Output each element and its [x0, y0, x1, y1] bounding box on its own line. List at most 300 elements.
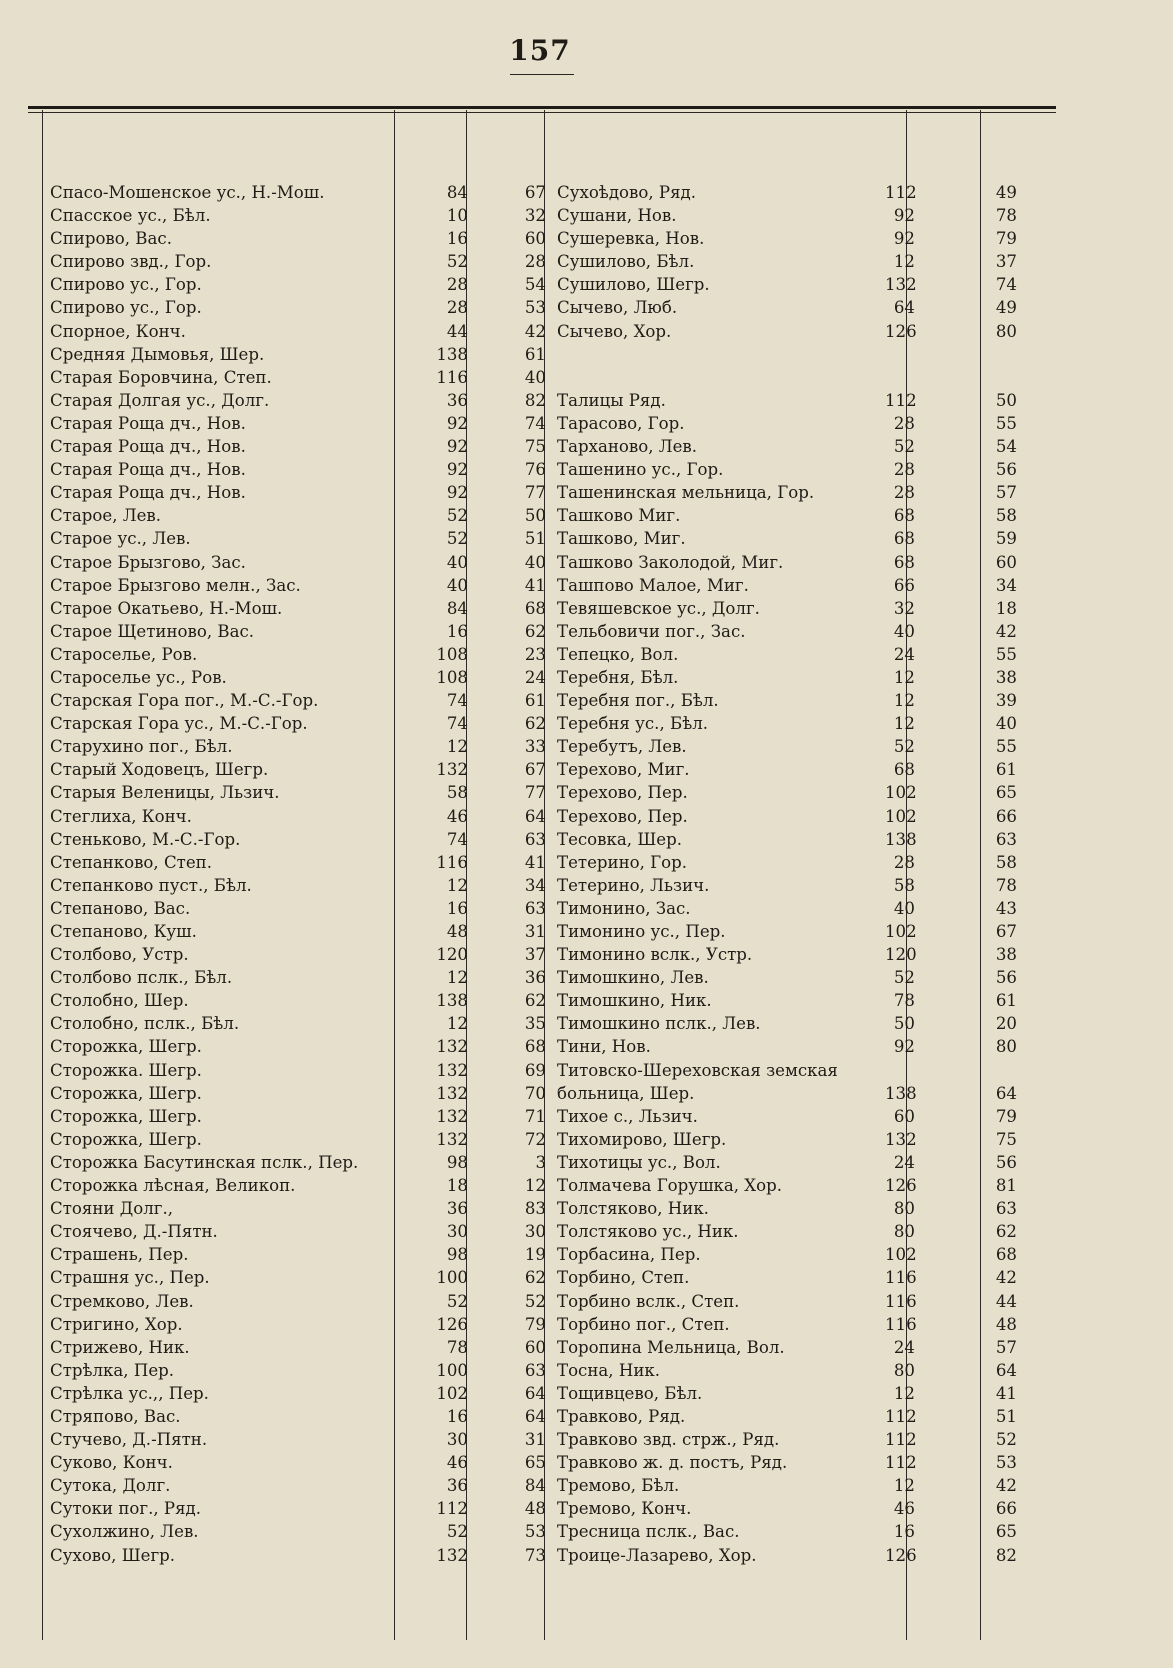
entry-name: Титовско-Шереховская земская	[557, 1060, 838, 1080]
entry-page: 12	[446, 968, 468, 988]
entry-page: 58	[446, 783, 468, 803]
entry-page: 40	[446, 575, 468, 595]
entry-page: 132	[436, 1545, 468, 1565]
entry-number: 53	[524, 298, 546, 318]
entry-number: 41	[995, 1383, 1017, 1403]
entry-name: Столбово пслк., Бѣл.	[50, 968, 233, 988]
entry-number: 42	[995, 1476, 1017, 1496]
index-entry	[557, 1243, 1057, 1266]
entry-page: 12	[893, 1383, 915, 1403]
entry-number: 31	[524, 922, 546, 941]
index-entry	[557, 435, 1057, 458]
entry-name: Сушилово, Бѣл.	[557, 252, 695, 272]
entry-number: 41	[524, 852, 546, 872]
entry-name: Ташково Заколодой, Миг.	[557, 552, 784, 572]
entry-name: Степанково, Степ.	[50, 852, 212, 872]
entry-number: 78	[995, 206, 1017, 226]
entry-name: Старая Долгая ус., Долг.	[50, 390, 270, 410]
entry-name: Теребня пог., Бѣл.	[557, 691, 719, 711]
entry-number: 66	[995, 1499, 1017, 1519]
entry-number: 58	[995, 506, 1017, 526]
index-entry	[557, 1497, 1057, 1520]
entry-name: Старый Ходовецъ, Шегр.	[50, 760, 269, 780]
entry-name: Тетерино, Гор.	[557, 852, 688, 872]
entry-page: 46	[446, 806, 468, 826]
entry-name: Тимошкино, Ник.	[557, 991, 712, 1011]
entry-name: Старое Брызгово мелн., Зас.	[50, 575, 301, 595]
entry-name: Стучево, Д.-Пятн.	[50, 1430, 208, 1450]
entry-page: 102	[885, 1245, 917, 1265]
entry-page: 12	[446, 875, 468, 895]
entry-number: 3	[535, 1152, 546, 1172]
entry-name: Степанково пуст., Бѣл.	[50, 875, 252, 895]
entry-name: Сторожка лѣсная, Великоп.	[50, 1176, 296, 1196]
entry-page: 28	[446, 275, 468, 295]
entry-number: 75	[524, 437, 546, 457]
entry-page: 10	[446, 206, 468, 226]
entry-name	[557, 343, 895, 366]
table-top-rule-thin	[28, 112, 1056, 113]
entry-name: больница, Шер.	[557, 1083, 695, 1103]
entry-page: 28	[893, 852, 915, 872]
entry-name: Сушилово, Шегр.	[557, 275, 710, 295]
entry-number: 63	[995, 1199, 1017, 1219]
entry-number: 60	[524, 1337, 546, 1357]
entry-name: Старая Роща дч., Нов.	[50, 437, 246, 457]
entry-name: Столобно, пслк., Бѣл.	[50, 1014, 240, 1034]
entry-number: 79	[995, 229, 1017, 249]
entry-number: 38	[995, 667, 1017, 687]
entry-name: Спасо-Мошенское ус., Н.-Мош.	[50, 183, 325, 202]
entry-number	[915, 366, 1017, 389]
entry-page: 120	[885, 945, 917, 965]
entry-number	[915, 343, 1017, 366]
entry-name: Сторожка. Шегр.	[50, 1060, 202, 1080]
entry-page: 132	[436, 760, 468, 780]
entry-name: Теребня ус., Бѣл.	[557, 714, 709, 734]
entry-number: 78	[995, 875, 1017, 895]
entry-number: 80	[995, 321, 1017, 341]
entry-page: 52	[446, 252, 468, 272]
index-entry	[557, 1451, 1057, 1474]
entry-name: Старухино пог., Бѣл.	[50, 737, 233, 757]
entry-page: 64	[893, 298, 915, 318]
entry-name: Сторожка Басутинская пслк., Пер.	[50, 1152, 359, 1172]
entry-page: 116	[885, 1291, 917, 1311]
page-number: 157	[509, 34, 571, 67]
entry-number: 75	[995, 1129, 1017, 1149]
entry-number: 54	[995, 437, 1017, 457]
entry-page: 80	[893, 1199, 915, 1219]
entry-number: 50	[995, 390, 1017, 410]
entry-page: 30	[446, 1430, 468, 1450]
entry-name: Толмачева Горушка, Хор.	[557, 1176, 783, 1196]
entry-page: 36	[446, 1476, 468, 1496]
entry-number: 49	[995, 298, 1017, 318]
entry-name: Старое Щетиново, Вас.	[50, 621, 255, 641]
page-number-rule	[510, 74, 574, 75]
index-entry	[557, 805, 1057, 828]
entry-name: Тини, Нов.	[557, 1037, 651, 1057]
entry-name: Старая Роща дч., Нов.	[50, 460, 246, 480]
entry-page: 74	[446, 714, 468, 734]
entry-number: 51	[524, 529, 546, 549]
entry-name: Старое, Лев.	[50, 506, 162, 526]
entry-number: 62	[524, 991, 546, 1011]
entry-page: 16	[446, 1406, 468, 1426]
entry-page: 16	[446, 621, 468, 641]
entry-page: 108	[436, 667, 468, 687]
index-entry	[557, 551, 1057, 574]
entry-name: Стрижево, Ник.	[50, 1337, 190, 1357]
entry-number: 34	[524, 875, 546, 895]
entry-number: 65	[524, 1453, 546, 1473]
entry-number: 48	[995, 1314, 1017, 1334]
index-entry	[557, 204, 1057, 227]
index-entry	[557, 851, 1057, 874]
entry-number: 44	[995, 1291, 1017, 1311]
entry-name: Степаново, Куш.	[50, 922, 197, 941]
entry-name: Старая Роща дч., Нов.	[50, 483, 246, 503]
entry-name: Столбово, Устр.	[50, 945, 189, 965]
entry-number: 18	[995, 598, 1017, 618]
entry-number: 49	[995, 183, 1017, 202]
index-entry	[557, 1359, 1057, 1382]
entry-number: 64	[995, 1360, 1017, 1380]
entry-number: 69	[524, 1060, 546, 1080]
entry-name: Талицы Ряд.	[557, 390, 666, 410]
entry-number: 35	[524, 1014, 546, 1034]
entry-name: Сторожка, Шегр.	[50, 1083, 202, 1103]
entry-number: 82	[524, 390, 546, 410]
entry-number: 37	[995, 252, 1017, 272]
entry-name: Стрѣлка ус.,, Пер.	[50, 1383, 209, 1403]
index-entry	[557, 458, 1057, 481]
entry-name: Травково звд. стрж., Ряд.	[557, 1430, 780, 1450]
index-entry	[557, 1313, 1057, 1336]
entry-page: 108	[436, 644, 468, 664]
index-entry	[557, 1151, 1057, 1174]
entry-number: 52	[995, 1430, 1017, 1450]
entry-number: 53	[995, 1453, 1017, 1473]
entry-name: Стрѣлка, Пер.	[50, 1360, 175, 1380]
entry-page: 46	[893, 1499, 915, 1519]
entry-page: 48	[446, 922, 468, 941]
entry-number: 67	[524, 183, 546, 202]
entry-number: 64	[524, 1406, 546, 1426]
index-entry	[557, 481, 1057, 504]
entry-page: 68	[893, 506, 915, 526]
entry-name: Спирово ус., Гор.	[50, 275, 202, 295]
entry-page: 126	[885, 1545, 917, 1565]
entry-number: 40	[995, 714, 1017, 734]
index-entry	[557, 597, 1057, 620]
entry-number: 63	[524, 898, 546, 918]
entry-number: 64	[524, 1383, 546, 1403]
entry-number: 81	[995, 1176, 1017, 1196]
entry-page: 12	[893, 691, 915, 711]
index-entry	[557, 1266, 1057, 1289]
entry-name: Стояни Долг.,	[50, 1199, 173, 1219]
entry-page: 132	[885, 275, 917, 295]
entry-name: Тарханово, Лев.	[557, 437, 698, 457]
entry-number: 77	[524, 783, 546, 803]
entry-name: Троице-Лазарево, Хор.	[557, 1545, 757, 1565]
entry-name: Старская Гора ус., М.-С.-Гор.	[50, 714, 308, 734]
entry-page: 132	[436, 1060, 468, 1080]
entry-name: Тихомирово, Шегр.	[557, 1129, 727, 1149]
entry-number: 42	[995, 1268, 1017, 1288]
entry-page: 92	[893, 206, 915, 226]
index-entry	[557, 620, 1057, 643]
index-entry	[557, 343, 1057, 366]
entry-name: Тощивцево, Бѣл.	[557, 1383, 703, 1403]
entry-number: 28	[524, 252, 546, 272]
index-entry	[557, 943, 1057, 966]
entry-number: 12	[524, 1176, 546, 1196]
entry-page: 80	[893, 1222, 915, 1242]
entry-number: 55	[995, 644, 1017, 664]
index-entry	[557, 1336, 1057, 1359]
entry-name: Столобно, Шер.	[50, 991, 189, 1011]
entry-number: 59	[995, 529, 1017, 549]
entry-number: 56	[995, 1152, 1017, 1172]
index-entry	[557, 897, 1057, 920]
entry-page: 84	[446, 598, 468, 618]
entry-name: Тимонино вслк., Устр.	[557, 945, 753, 965]
entry-name: Травково ж. д. постъ, Ряд.	[557, 1453, 788, 1473]
entry-name: Тимошкино, Лев.	[557, 968, 709, 988]
entry-number: 68	[524, 598, 546, 618]
entry-number: 65	[995, 783, 1017, 803]
index-entry	[557, 250, 1057, 273]
entry-name: Торбино, Степ.	[557, 1268, 690, 1288]
entry-name: Тремово, Бѣл.	[557, 1476, 680, 1496]
index-entry	[557, 504, 1057, 527]
index-entry	[557, 735, 1057, 758]
entry-page: 74	[446, 691, 468, 711]
entry-page: 126	[885, 1176, 917, 1196]
entry-name: Толстяково, Ник.	[557, 1199, 709, 1219]
entry-page: 12	[893, 1476, 915, 1496]
entry-number: 68	[995, 1245, 1017, 1265]
entry-page: 126	[436, 1314, 468, 1334]
index-entry	[557, 689, 1057, 712]
entry-page: 40	[893, 621, 915, 641]
entry-page: 12	[446, 737, 468, 757]
entry-page: 116	[885, 1314, 917, 1334]
entry-name: Стеглиха, Конч.	[50, 806, 192, 826]
right-index-column	[557, 181, 1057, 1567]
entry-number: 53	[524, 1522, 546, 1542]
entry-number: 63	[524, 1360, 546, 1380]
entry-page: 52	[893, 737, 915, 757]
entry-name: Староселье ус., Ров.	[50, 667, 227, 687]
entry-page: 116	[436, 367, 468, 387]
entry-page: 138	[885, 1083, 917, 1103]
entry-name: Теребутъ, Лев.	[557, 737, 687, 757]
entry-name: Терехово, Миг.	[557, 760, 690, 780]
table-top-rule	[28, 106, 1056, 109]
entry-page: 28	[893, 483, 915, 503]
entry-number: 33	[524, 737, 546, 757]
entry-page: 92	[893, 1037, 915, 1057]
entry-number: 62	[524, 621, 546, 641]
index-entry	[557, 874, 1057, 897]
entry-page: 100	[436, 1268, 468, 1288]
entry-name	[557, 366, 895, 389]
entry-number: 62	[524, 714, 546, 734]
entry-number: 63	[524, 829, 546, 849]
entry-page: 68	[893, 760, 915, 780]
entry-name: Спирово ус., Гор.	[50, 298, 202, 318]
entry-number: 38	[995, 945, 1017, 965]
entry-page: 12	[893, 667, 915, 687]
entry-number: 32	[524, 206, 546, 226]
entry-page: 132	[436, 1037, 468, 1057]
entry-number: 60	[524, 229, 546, 249]
index-entry	[557, 1544, 1057, 1567]
entry-number	[915, 1059, 1017, 1082]
entry-number: 20	[995, 1014, 1017, 1034]
entry-page: 58	[893, 875, 915, 895]
entry-number: 56	[995, 968, 1017, 988]
entry-name: Торбасина, Пер.	[557, 1245, 701, 1265]
entry-number: 57	[995, 1337, 1017, 1357]
entry-page: 132	[885, 1129, 917, 1149]
entry-page: 84	[446, 183, 468, 202]
entry-page	[885, 366, 915, 389]
entry-number: 40	[524, 552, 546, 572]
index-entry	[557, 966, 1057, 989]
entry-name: Ташенинская мельница, Гор.	[557, 483, 815, 503]
entry-name: Торбино пог., Степ.	[557, 1314, 730, 1334]
entry-name: Сторожка, Шегр.	[50, 1037, 202, 1057]
column-divider	[42, 110, 43, 1640]
index-entry	[557, 1174, 1057, 1197]
index-entry	[557, 989, 1057, 1012]
entry-page: 112	[885, 1453, 917, 1473]
entry-number: 71	[524, 1106, 546, 1126]
entry-page: 52	[446, 1291, 468, 1311]
entry-page: 16	[446, 898, 468, 918]
entry-page: 78	[446, 1337, 468, 1357]
entry-number: 68	[524, 1037, 546, 1057]
entry-number: 73	[524, 1545, 546, 1565]
entry-page: 92	[446, 483, 468, 503]
entry-number: 54	[524, 275, 546, 295]
entry-name: Старое Брызгово, Зас.	[50, 552, 246, 572]
index-entry	[557, 1128, 1057, 1151]
entry-name: Стеньково, М.-С.-Гор.	[50, 829, 241, 849]
entry-number: 80	[995, 1037, 1017, 1057]
entry-name: Спирово, Вас.	[50, 229, 172, 249]
entry-number: 40	[524, 367, 546, 387]
entry-name: Стремково, Лев.	[50, 1291, 194, 1311]
entry-name: Сутока, Долг.	[50, 1476, 171, 1496]
index-entry	[557, 1105, 1057, 1128]
entry-page	[885, 343, 915, 366]
entry-page: 112	[885, 390, 917, 410]
entry-name: Суково, Конч.	[50, 1453, 173, 1473]
entry-number: 60	[995, 552, 1017, 572]
entry-name: Стряпово, Вас.	[50, 1406, 181, 1426]
entry-number: 24	[524, 667, 546, 687]
index-entry	[557, 666, 1057, 689]
entry-number: 83	[524, 1199, 546, 1219]
entry-page: 52	[446, 506, 468, 526]
entry-name: Травково, Ряд.	[557, 1406, 686, 1426]
entry-number: 43	[995, 898, 1017, 918]
entry-name: Тесовка, Шер.	[557, 829, 682, 849]
entry-name: Тресница пслк., Вас.	[557, 1522, 740, 1542]
entry-page: 68	[893, 552, 915, 572]
entry-number: 74	[524, 413, 546, 433]
entry-page: 138	[885, 829, 917, 849]
entry-number: 67	[995, 922, 1017, 941]
entry-page: 40	[446, 552, 468, 572]
entry-name: Старая Боровчина, Степ.	[50, 367, 272, 387]
index-entry	[557, 1012, 1057, 1035]
index-entry	[557, 389, 1057, 412]
entry-page: 80	[893, 1360, 915, 1380]
entry-page: 30	[446, 1222, 468, 1242]
index-entry	[557, 1082, 1057, 1105]
entry-name: Сухолжино, Лев.	[50, 1522, 199, 1542]
index-entry	[557, 273, 1057, 296]
entry-number: 77	[524, 483, 546, 503]
index-entry	[557, 828, 1057, 851]
entry-name: Сычево, Люб.	[557, 298, 678, 318]
entry-page: 28	[893, 413, 915, 433]
entry-name: Тихотицы ус., Вол.	[557, 1152, 721, 1172]
entry-name: Тимошкино пслк., Лев.	[557, 1014, 761, 1034]
entry-name: Спирово звд., Гор.	[50, 252, 212, 272]
index-entry	[557, 1035, 1057, 1058]
entry-name: Сухово, Шегр.	[50, 1545, 176, 1565]
entry-name: Степаново, Вас.	[50, 898, 191, 918]
entry-page: 36	[446, 390, 468, 410]
entry-name: Тосна, Ник.	[557, 1360, 661, 1380]
entry-page: 40	[893, 898, 915, 918]
entry-name: Сухоѣдово, Ряд.	[557, 183, 697, 202]
entry-page: 98	[446, 1245, 468, 1265]
index-entry	[557, 574, 1057, 597]
entry-page: 44	[446, 321, 468, 341]
index-entry	[557, 320, 1057, 343]
index-entry	[557, 181, 1057, 204]
entry-name: Сторожка, Шегр.	[50, 1106, 202, 1126]
entry-page: 112	[885, 1406, 917, 1426]
entry-name: Терехово, Пер.	[557, 783, 688, 803]
index-entry	[557, 1059, 1057, 1082]
index-entry	[557, 227, 1057, 250]
entry-page: 92	[446, 460, 468, 480]
entry-number: 36	[524, 968, 546, 988]
entry-name: Страшень, Пер.	[50, 1245, 189, 1265]
entry-page: 98	[446, 1152, 468, 1172]
entry-page: 16	[893, 1522, 915, 1542]
entry-page: 78	[893, 991, 915, 1011]
entry-page: 92	[446, 413, 468, 433]
entry-name: Тетерино, Льзич.	[557, 875, 710, 895]
entry-page: 68	[893, 529, 915, 549]
entry-number: 48	[524, 1499, 546, 1519]
entry-name: Торопина Мельница, Вол.	[557, 1337, 785, 1357]
entry-page: 36	[446, 1199, 468, 1219]
entry-number: 51	[995, 1406, 1017, 1426]
entry-page: 52	[446, 529, 468, 549]
